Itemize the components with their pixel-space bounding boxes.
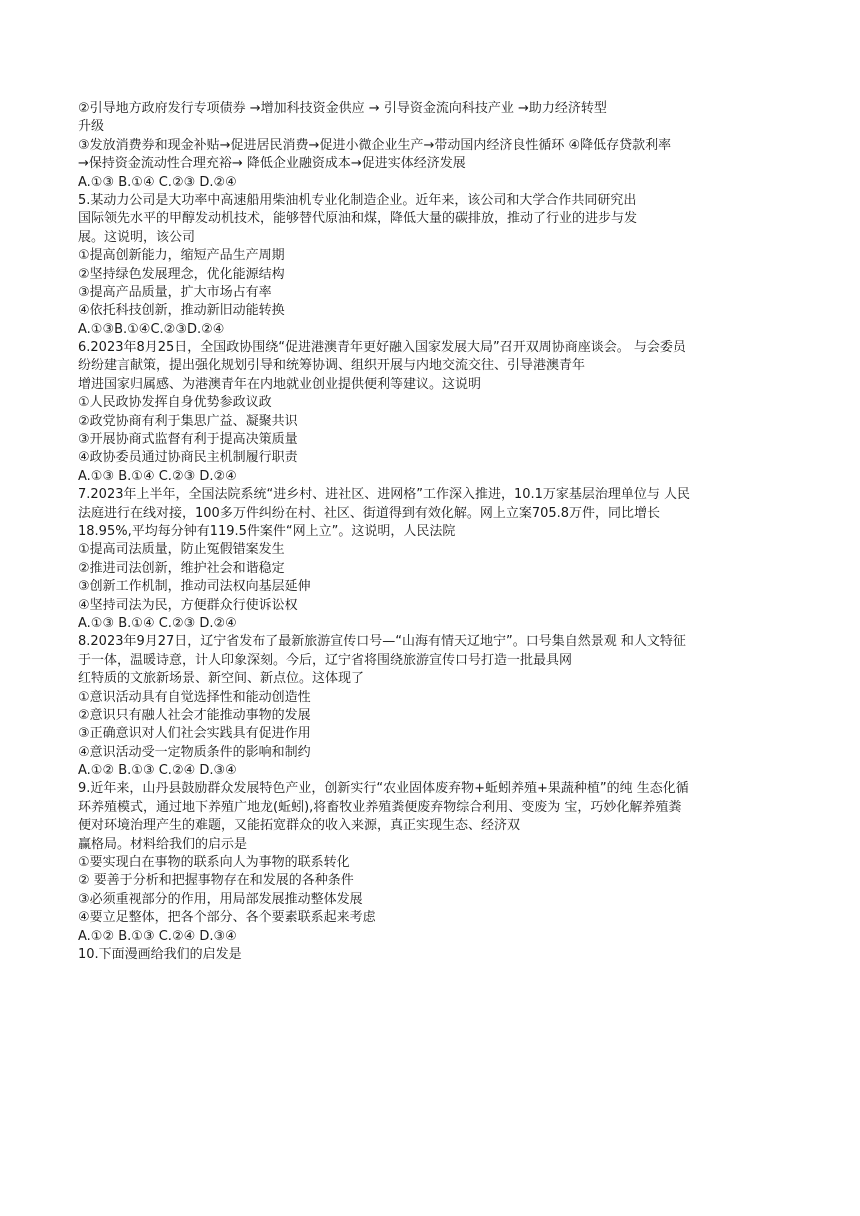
text-line: 国际领先水平的甲醇发动机技术，能够替代原油和煤，降低大量的碳排放，推动了行业的进步与发 [78, 211, 638, 227]
answer-options: A.①③ B.①④ C.②③ D.②④ [78, 615, 237, 631]
option-statement: ①提高创新能力，缩短产品生产周期 [78, 248, 285, 264]
question-7-stem: 7.2023年上半年，全国法院系统“进乡村、进社区、进网格”工作深入推进，10.1万家基层治理单位与 人民 [78, 487, 691, 503]
option-statement: ④依托科技创新，推动新旧动能转换 [78, 303, 285, 319]
question-6-stem: 6.2023年8月25日，全国政协围绕“促进港澳青年更好融入国家发展大局”召开双周协商座谈会。 与会委员 [78, 340, 686, 356]
option-statement: ④政协委员通过协商民主机制履行职责 [78, 450, 298, 466]
answer-options: A.①② B.①③ C.②④ D.③④ [78, 763, 237, 779]
option-statement: ④意识活动受一定物质条件的影响和制约 [78, 744, 311, 760]
answer-options: A.①③ B.①④ C.②③ D.②④ [78, 174, 237, 190]
option-statement: ③正确意识对人们社会实践具有促进作用 [78, 726, 311, 742]
text-line: 于一体，温暖诗意，计人印象深刻。今后，辽宁省将围绕旅游宣传口号打造一批最具网 [78, 652, 573, 668]
answer-options: A.①③B.①④C.②③D.②④ [78, 321, 225, 337]
text-line: 增进国家归属感、为港澳青年在内地就业创业提供便利等建议。这说明 [78, 376, 482, 392]
text-line: 展。这说明，该公司 [78, 229, 196, 245]
option-statement: ④要立足整体，把各个部分、各个要素联系起来考虑 [78, 910, 376, 926]
option-statement: ③开展协商式监督有利于提高决策质量 [78, 432, 298, 448]
question-9-stem: 9.近年来，山丹县鼓励群众发展特色产业，创新实行“农业固体废弃物+蚯蚓养殖+果蔬种植”的纯 生态化循 [78, 781, 689, 797]
option-statement: ④坚持司法为民，方便群众行使诉讼权 [78, 597, 298, 613]
text-line: 赢格局。材料给我们的启示是 [78, 836, 248, 852]
text-line: 纷纷建言献策，提出强化规划引导和统筹协调、组织开展与内地交流交往、引导港澳青年 [78, 358, 586, 374]
text-line: 环养殖模式，通过地下养殖广地龙(蚯蚓),将畜牧业养殖粪便废弃物综合利用、变废为 宝，巧妙化解养殖粪 [78, 799, 682, 815]
option-statement: ①要实现白在事物的联系向人为事物的联系转化 [78, 855, 350, 871]
option-statement: ②意识只有融人社会才能推动事物的发展 [78, 707, 311, 723]
answer-options: A.①② B.①③ C.②④ D.③④ [78, 928, 237, 944]
option-statement: ②政党协商有利于集思广益、凝聚共识 [78, 413, 298, 429]
option-statement: ①人民政协发挥自身优势参政议政 [78, 395, 272, 411]
option-statement: ③提高产品质量，扩大市场占有率 [78, 284, 272, 300]
answer-options: A.①③ B.①④ C.②③ D.②④ [78, 468, 237, 484]
text-line: →保持资金流动性合理充裕→ 降低企业融资成本→促进实体经济发展 [78, 156, 466, 172]
question-8-stem: 8.2023年9月27日，辽宁省发布了最新旅游宣传口号—“山海有情天辽地宁”。口号集自然景观 和人文特征 [78, 634, 686, 650]
option-statement: ③必须重视部分的作用，用局部发展推动整体发展 [78, 891, 363, 907]
text-line: ②引导地方政府发行专项债券 →增加科技资金供应 → 引导资金流向科技产业 →助力经济转型 [78, 101, 607, 116]
text-line: 红特质的文旅新场景、新空间、新点位。这体现了 [78, 671, 365, 687]
option-statement: ③创新工作机制，推动司法权向基层延伸 [78, 579, 311, 595]
text-line: 升级 [78, 119, 105, 135]
option-statement: ①意识活动具有自觉选择性和能动创造性 [78, 689, 311, 705]
document-page [78, 100, 798, 964]
question-5-stem: 5.某动力公司是大功率中高速船用柴油机专业化制造企业。近年来，该公司和大学合作共同研究出 [78, 192, 637, 208]
option-statement: ②坚持绿色发展理念，优化能源结构 [78, 266, 285, 282]
text-line: 便对环境治理产生的难题，又能拓宽群众的收入来源，真正实现生态、经济双 [78, 818, 521, 834]
option-statement: ②推进司法创新，维护社会和谐稳定 [78, 560, 285, 576]
text-line: 18.95%,平均每分钟有119.5件案件“网上立”。这说明，人民法院 [78, 523, 456, 539]
option-statement: ①提高司法质量，防止冤假错案发生 [78, 542, 285, 558]
text-line: 法庭进行在线对接，100多万件纠纷在村、社区、街道得到有效化解。网上立案705.8万件，同比增长 [78, 505, 661, 521]
option-statement: ② 要善于分析和把握事物存在和发展的各种条件 [78, 873, 354, 889]
text-line: ③发放消费券和现金补贴→促进居民消费→促进小微企业生产→带动国内经济良性循环 ④降低存贷款利率 [78, 137, 672, 153]
question-10-stem: 10.下面漫画给我们的启发是 [78, 946, 242, 962]
